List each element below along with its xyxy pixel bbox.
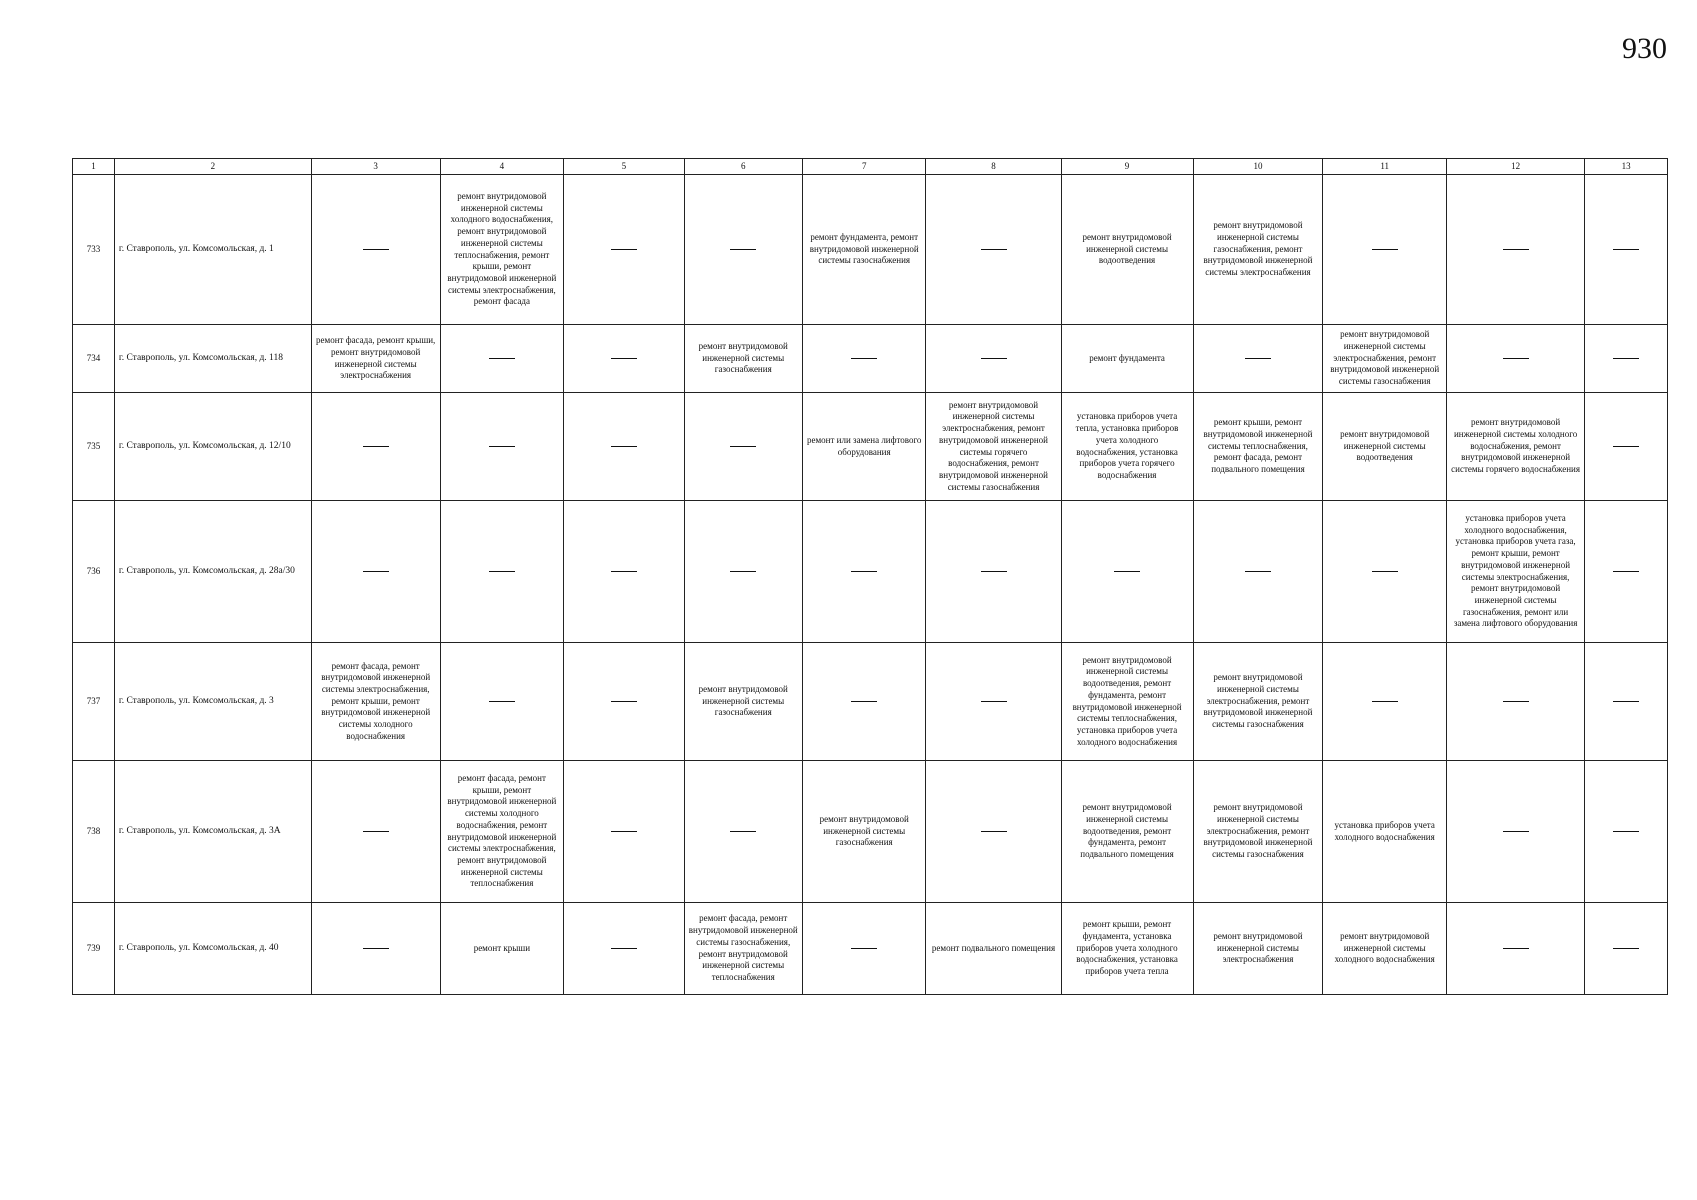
work-cell-col-3 [311, 325, 440, 393]
work-cell-col-3 [311, 643, 440, 761]
work-cell-col-11 [1323, 501, 1447, 643]
empty-dash [1372, 701, 1398, 702]
row-number: 738 [73, 761, 115, 903]
row-number: 737 [73, 643, 115, 761]
work-cell-col-8 [926, 903, 1061, 995]
row-number: 736 [73, 501, 115, 643]
empty-dash [1503, 701, 1529, 702]
column-number-9: 9 [1061, 159, 1193, 175]
empty-dash [1503, 948, 1529, 949]
empty-dash [489, 358, 515, 359]
work-cell-col-12 [1446, 393, 1584, 501]
work-cell-col-6 [684, 761, 802, 903]
column-number-10: 10 [1193, 159, 1323, 175]
work-cell-col-3 [311, 175, 440, 325]
work-cell-col-10 [1193, 501, 1323, 643]
empty-dash [851, 948, 877, 949]
work-cell-col-5 [564, 325, 684, 393]
work-cell-col-11 [1323, 903, 1447, 995]
column-number-3: 3 [311, 159, 440, 175]
table-row [73, 643, 1668, 761]
empty-dash [1613, 249, 1639, 250]
empty-dash [1613, 701, 1639, 702]
column-number-13: 13 [1585, 159, 1668, 175]
work-description: ремонт подвального помещения [931, 942, 1056, 953]
work-cell-col-4 [440, 175, 564, 325]
column-number-12: 12 [1446, 159, 1584, 175]
empty-dash [1613, 571, 1639, 572]
work-cell-col-3 [311, 761, 440, 903]
empty-dash [981, 571, 1007, 572]
work-description: ремонт внутридомовой инженерной системы газоснабжения [819, 813, 909, 848]
work-description: ремонт внутридомовой инженерной системы электроснабжения, ремонт внутридомовой инженерной системы газоснабжения [1203, 672, 1313, 730]
work-cell-col-4 [440, 643, 564, 761]
row-number: 733 [73, 175, 115, 325]
work-description: установка приборов учета тепла, установка приборов учета холодного водоснабжения, установка приборов учета горячего водоснабжения [1075, 411, 1179, 480]
work-description: ремонт фасада, ремонт внутридомовой инженерной системы газоснабжения, ремонт внутридомовой инженерной системы теплоснабжения [688, 913, 798, 982]
work-cell-col-5 [564, 501, 684, 643]
work-cell-col-12 [1446, 501, 1584, 643]
work-description: ремонт внутридомовой инженерной системы водоотведения [1340, 428, 1430, 463]
address-cell: г. Ставрополь, ул. Комсомольская, д. 118 [114, 325, 311, 393]
work-cell-col-13 [1585, 325, 1668, 393]
work-description: ремонт внутридомовой инженерной системы газоснабжения [698, 340, 788, 375]
column-number-7: 7 [802, 159, 926, 175]
address-cell: г. Ставрополь, ул. Комсомольская, д. 12/10 [114, 393, 311, 501]
work-cell-col-13 [1585, 501, 1668, 643]
work-cell-col-6 [684, 325, 802, 393]
column-number-6: 6 [684, 159, 802, 175]
empty-dash [1245, 358, 1271, 359]
work-cell-col-12 [1446, 761, 1584, 903]
table-row [73, 903, 1668, 995]
address-cell: г. Ставрополь, ул. Комсомольская, д. 40 [114, 903, 311, 995]
row-number: 739 [73, 903, 115, 995]
empty-dash [1613, 831, 1639, 832]
row-number: 734 [73, 325, 115, 393]
work-cell-col-4 [440, 903, 564, 995]
empty-dash [1613, 446, 1639, 447]
work-cell-col-12 [1446, 175, 1584, 325]
work-cell-col-11 [1323, 761, 1447, 903]
work-cell-col-5 [564, 761, 684, 903]
work-cell-col-3 [311, 501, 440, 643]
work-cell-col-5 [564, 903, 684, 995]
work-cell-col-9 [1061, 393, 1193, 501]
empty-dash [730, 446, 756, 447]
work-description: ремонт внутридомовой инженерной системы холодного водоснабжения, ремонт внутридомовой инженерной системы теплоснабжения, ремонт крыши, ремонт внутридомовой инженерной системы электроснабжения, ремонт фасада [447, 191, 557, 307]
empty-dash [730, 831, 756, 832]
work-cell-col-6 [684, 903, 802, 995]
table-row [73, 175, 1668, 325]
work-cell-col-12 [1446, 903, 1584, 995]
empty-dash [1245, 571, 1271, 572]
work-cell-col-10 [1193, 175, 1323, 325]
work-description: ремонт внутридомовой инженерной системы водоотведения, ремонт фундамента, ремонт внутридомовой инженерной системы теплоснабжения, установка приборов учета холодного водоснабжения [1072, 654, 1182, 747]
page-number: 930 [1622, 32, 1667, 65]
empty-dash [981, 249, 1007, 250]
address-cell: г. Ставрополь, ул. Комсомольская, д. 3 [114, 643, 311, 761]
work-cell-col-5 [564, 643, 684, 761]
column-number-row [73, 159, 1668, 175]
work-cell-col-8 [926, 761, 1061, 903]
work-cell-col-7 [802, 761, 926, 903]
empty-dash [611, 571, 637, 572]
work-cell-col-11 [1323, 393, 1447, 501]
empty-dash [611, 948, 637, 949]
table-row [73, 325, 1668, 393]
table-row [73, 761, 1668, 903]
work-cell-col-7 [802, 393, 926, 501]
empty-dash [981, 701, 1007, 702]
work-description: ремонт или замена лифтового оборудования [806, 434, 922, 457]
empty-dash [1503, 831, 1529, 832]
work-cell-col-13 [1585, 393, 1668, 501]
empty-dash [611, 358, 637, 359]
work-description: ремонт внутридомовой инженерной системы электроснабжения, ремонт внутридомовой инженерной системы горячего водоснабжения, ремонт внутридомовой инженерной системы газоснабжения [939, 399, 1049, 492]
column-number-1: 1 [73, 159, 115, 175]
work-description: установка приборов учета холодного водоснабжения [1334, 819, 1435, 842]
work-description: ремонт внутридомовой инженерной системы холодного водоснабжения, ремонт внутридомовой инженерной системы горячего водоснабжения [1451, 417, 1580, 475]
column-number-5: 5 [564, 159, 684, 175]
work-cell-col-10 [1193, 393, 1323, 501]
empty-dash [1503, 249, 1529, 250]
empty-dash [730, 571, 756, 572]
empty-dash [363, 249, 389, 250]
work-cell-col-10 [1193, 761, 1323, 903]
work-description: ремонт фасада, ремонт внутридомовой инженерной системы электроснабжения, ремонт крыши, ремонт внутридомовой инженерной системы холодного водоснабжения [321, 660, 431, 741]
work-cell-col-11 [1323, 175, 1447, 325]
work-cell-col-3 [311, 393, 440, 501]
work-cell-col-7 [802, 175, 926, 325]
work-cell-col-9 [1061, 325, 1193, 393]
work-cell-col-6 [684, 643, 802, 761]
work-description: ремонт внутридомовой инженерной системы холодного водоснабжения [1334, 930, 1435, 965]
empty-dash [611, 701, 637, 702]
work-cell-col-8 [926, 501, 1061, 643]
work-description: ремонт фундамента [1089, 352, 1165, 363]
column-number-11: 11 [1323, 159, 1447, 175]
work-description: установка приборов учета холодного водоснабжения, установка приборов учета газа, ремонт крыши, ремонт внутридомовой инженерной системы электроснабжения, ремонт внутридомовой инженерной системы газоснабжения, ремонт или замена лифтового оборудования [1453, 513, 1578, 629]
work-cell-col-8 [926, 325, 1061, 393]
work-cell-col-10 [1193, 325, 1323, 393]
work-cell-col-7 [802, 501, 926, 643]
empty-dash [611, 249, 637, 250]
work-cell-col-9 [1061, 175, 1193, 325]
column-number-4: 4 [440, 159, 564, 175]
empty-dash [981, 358, 1007, 359]
work-description: ремонт внутридомовой инженерной системы водоотведения [1082, 231, 1172, 266]
work-cell-col-10 [1193, 903, 1323, 995]
work-cell-col-5 [564, 393, 684, 501]
work-description: ремонт внутридомовой инженерной системы электроснабжения, ремонт внутридомовой инженерной системы газоснабжения [1330, 329, 1440, 387]
work-cell-col-7 [802, 643, 926, 761]
work-cell-col-4 [440, 501, 564, 643]
work-cell-col-9 [1061, 903, 1193, 995]
row-number: 735 [73, 393, 115, 501]
work-cell-col-9 [1061, 643, 1193, 761]
work-cell-col-13 [1585, 175, 1668, 325]
empty-dash [851, 358, 877, 359]
empty-dash [1503, 358, 1529, 359]
empty-dash [611, 831, 637, 832]
table-row [73, 393, 1668, 501]
work-cell-col-4 [440, 761, 564, 903]
empty-dash [363, 948, 389, 949]
work-cell-col-6 [684, 501, 802, 643]
work-description: ремонт крыши, ремонт внутридомовой инженерной системы теплоснабжения, ремонт фасада, ремонт подвального помещения [1203, 417, 1313, 475]
work-cell-col-3 [311, 903, 440, 995]
empty-dash [730, 249, 756, 250]
work-cell-col-4 [440, 325, 564, 393]
empty-dash [851, 701, 877, 702]
work-description: ремонт фасада, ремонт крыши, ремонт внутридомовой инженерной системы электроснабжения [316, 335, 436, 381]
work-cell-col-10 [1193, 643, 1323, 761]
empty-dash [981, 831, 1007, 832]
work-cell-col-9 [1061, 501, 1193, 643]
work-cell-col-5 [564, 175, 684, 325]
empty-dash [1114, 571, 1140, 572]
work-description: ремонт внутридомовой инженерной системы газоснабжения [698, 683, 788, 718]
empty-dash [611, 446, 637, 447]
table-body [73, 175, 1668, 995]
work-description: ремонт фундамента, ремонт внутридомовой инженерной системы газоснабжения [809, 231, 919, 266]
work-cell-col-13 [1585, 903, 1668, 995]
work-cell-col-4 [440, 393, 564, 501]
empty-dash [1372, 249, 1398, 250]
empty-dash [363, 446, 389, 447]
work-description: ремонт внутридомовой инженерной системы водоотведения, ремонт фундамента, ремонт подвального помещения [1080, 802, 1174, 860]
work-cell-col-6 [684, 175, 802, 325]
work-description: ремонт внутридомовой инженерной системы электроснабжения, ремонт внутридомовой инженерной системы газоснабжения [1203, 802, 1313, 860]
work-cell-col-7 [802, 903, 926, 995]
work-cell-col-11 [1323, 325, 1447, 393]
empty-dash [1613, 948, 1639, 949]
work-description: ремонт крыши [473, 942, 531, 953]
empty-dash [489, 701, 515, 702]
empty-dash [1613, 358, 1639, 359]
work-description: ремонт фасада, ремонт крыши, ремонт внутридомовой инженерной системы холодного водоснабжения, ремонт внутридомовой инженерной системы электроснабжения, ремонт внутридомовой инженерной системы теплоснабжения [447, 773, 557, 889]
column-number-8: 8 [926, 159, 1061, 175]
address-cell: г. Ставрополь, ул. Комсомольская, д. 1 [114, 175, 311, 325]
work-cell-col-8 [926, 175, 1061, 325]
work-cell-col-8 [926, 643, 1061, 761]
work-description: ремонт внутридомовой инженерной системы электроснабжения [1213, 930, 1303, 965]
empty-dash [1372, 571, 1398, 572]
work-cell-col-12 [1446, 643, 1584, 761]
work-cell-col-13 [1585, 643, 1668, 761]
table-row [73, 501, 1668, 643]
address-cell: г. Ставрополь, ул. Комсомольская, д. 3А [114, 761, 311, 903]
work-description: ремонт крыши, ремонт фундамента, установка приборов учета холодного водоснабжения, установка приборов учета тепла [1076, 919, 1178, 977]
work-cell-col-6 [684, 393, 802, 501]
work-cell-col-9 [1061, 761, 1193, 903]
empty-dash [851, 571, 877, 572]
empty-dash [489, 571, 515, 572]
work-cell-col-12 [1446, 325, 1584, 393]
empty-dash [489, 446, 515, 447]
work-description: ремонт внутридомовой инженерной системы газоснабжения, ремонт внутридомовой инженерной системы электроснабжения [1203, 220, 1313, 278]
address-cell: г. Ставрополь, ул. Комсомольская, д. 28а/30 [114, 501, 311, 643]
repair-schedule-table [72, 158, 1668, 995]
work-cell-col-13 [1585, 761, 1668, 903]
work-cell-col-11 [1323, 643, 1447, 761]
column-number-2: 2 [114, 159, 311, 175]
empty-dash [363, 831, 389, 832]
work-cell-col-7 [802, 325, 926, 393]
empty-dash [363, 571, 389, 572]
work-cell-col-8 [926, 393, 1061, 501]
